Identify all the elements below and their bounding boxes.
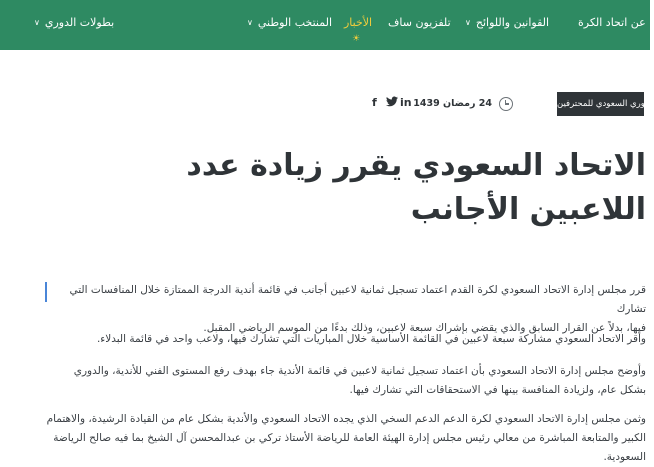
chevron-down-icon: ∨ [34, 18, 40, 27]
nav-item-saff-tv-label: تلفزيون ساف [388, 16, 451, 29]
nav-item-news-label: الأخبار [344, 16, 373, 29]
article-paragraph-2 [40, 330, 646, 349]
paragraph-line: قرر مجلس إدارة الاتحاد السعودي لكرة القدم اعتماد تسجيل ثمانية لاعبين أجانب في قائمة أندية الدرجة الممتازة خلال المنافسات التي تشارك [69, 284, 646, 315]
article-date: 24 رمضان 1439 [413, 98, 492, 109]
article-paragraph-4 [40, 410, 646, 467]
top-navbar [0, 0, 650, 50]
paragraph-line: وأقر الاتحاد السعودي مشاركة سبعة لاعبين في القائمة الأساسية خلال المباريات التي تشارك فيها، ولاعب واحد في قائمة البدلاء. [96, 333, 646, 345]
paragraph-line: وأوضح مجلس إدارة الاتحاد السعودي بأن اعتماد تسجيل ثمانية لاعبين في قائمة الأندية جاء بهدف رفع المستوى الفني للأندية، والدوري [73, 365, 646, 377]
nav-item-leagues[interactable] [34, 16, 114, 36]
nav-item-leagues-label: بطولات الدوري [44, 16, 115, 29]
nav-item-regulations[interactable] [465, 16, 549, 36]
paragraph-line: بشكل عام، ولزيادة المنافسة بينها في الاستحقاقات التي تشارك فيها. [349, 384, 646, 396]
nav-item-about[interactable] [578, 16, 646, 36]
article-paragraph-3 [40, 362, 646, 400]
article-title-line1: الاتحاد السعودي يقرر زيادة عدد [186, 148, 646, 183]
paragraph-line: فيها، بدلاً عن القرار السابق والذي يقضي بإشراك سبعة لاعبين، وذلك بدءًا من الموسم الرياضي المقبل. [203, 322, 646, 334]
linkedin-icon[interactable]: in [400, 96, 412, 109]
clock-icon [499, 97, 513, 111]
paragraph-line: الكبير والمتابعة المباشرة من معالي رئيس مجلس إدارة الهيئة العامة للرياضة الأستاذ تركي بن عبدالمحسن آل الشيخ بما فيه صالح الرياضة [53, 432, 646, 444]
article-title-line2: اللاعبين الأجانب [410, 192, 646, 227]
paragraph-line: السعودية. [603, 451, 646, 463]
twitter-icon[interactable] [386, 96, 398, 110]
nav-item-saff-tv[interactable] [388, 16, 451, 36]
chevron-down-icon: ∨ [465, 18, 471, 27]
chevron-down-icon: ∨ [247, 18, 253, 27]
active-marker-icon: ☀ [352, 34, 361, 44]
article-title [0, 140, 650, 240]
nav-item-news[interactable] [344, 16, 372, 36]
nav-item-national-team-label: المنتخب الوطني [257, 16, 332, 29]
nav-item-regulations-label: القوانين واللوائح [475, 16, 550, 29]
nav-item-about-label: عن اتحاد الكرة [578, 16, 646, 29]
category-badge[interactable]: الدوري السعودي للمحترفين [557, 92, 644, 116]
facebook-icon[interactable]: f [372, 96, 377, 109]
paragraph-line: وثمن مجلس إدارة الاتحاد السعودي لكرة الدعم الدعم السخي الذي يجده الاتحاد السعودي والأندية بشكل عام من القيادة الرشيدة، والاهتمام [46, 413, 646, 425]
nav-item-national-team[interactable] [247, 16, 332, 36]
